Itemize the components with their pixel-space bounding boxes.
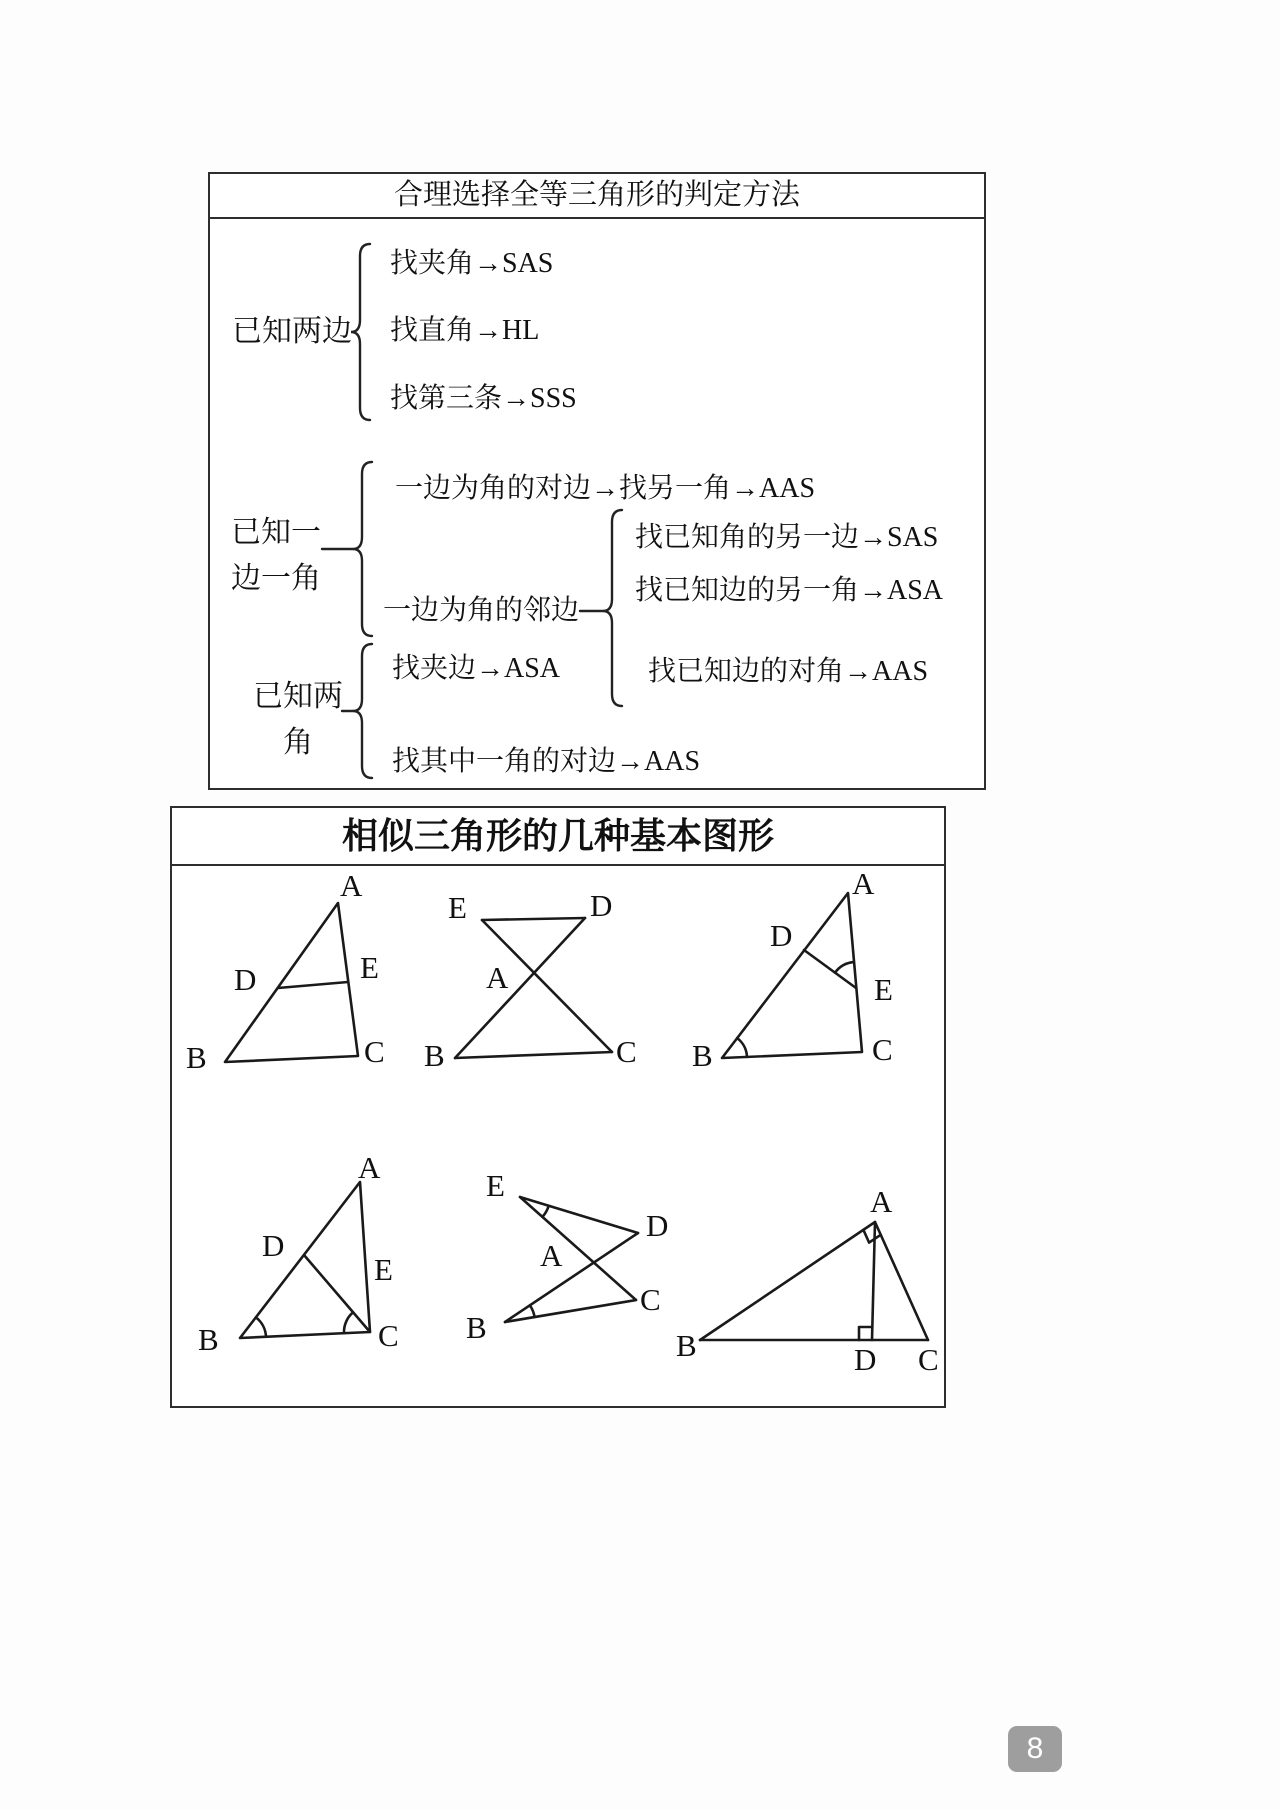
fig5-label-d: D [646, 1208, 669, 1243]
fig6-label-b: B [676, 1328, 697, 1363]
congruent-title: 合理选择全等三角形的判定方法 [210, 174, 984, 219]
rule-third-side-sss: 找第三条→SSS [390, 383, 577, 414]
brace-adjacent-sub [603, 510, 622, 706]
fig2-x-type [455, 918, 612, 1058]
fig1-label-d: D [234, 962, 257, 997]
fig1-segment-de [278, 982, 348, 988]
brace-known-two-sides [351, 244, 370, 420]
fig5-label-a: A [540, 1238, 563, 1273]
node-known-side-angle-line2: 边一角 [231, 562, 321, 595]
fig6-right-angle-mark-d [859, 1327, 872, 1340]
fig4-angle-arc-b [256, 1317, 266, 1336]
fig1-label-e: E [360, 950, 379, 985]
fig2-label-b: B [424, 1038, 445, 1073]
rule-other-side-sas: 找已知角的另一边→SAS [635, 522, 939, 553]
fig2-label-c: C [616, 1034, 637, 1069]
fig4-triangle [240, 1182, 370, 1338]
fig3-triangle [722, 893, 862, 1058]
rule-opposite-angle-aas: 找已知边的对角→AAS [648, 656, 929, 687]
fig5-angle-arc-e [542, 1206, 548, 1217]
fig6-right-angle-mark-a [863, 1230, 880, 1243]
rule-angle-opposite-side-aas: 找其中一角的对边→AAS [392, 746, 701, 777]
congruent-methods-box [208, 172, 986, 790]
fig4-cevian-dc [304, 1255, 370, 1332]
fig1-label-a: A [340, 868, 363, 903]
node-known-two-angles-line2: 角 [283, 726, 313, 759]
rule-included-side-asa: 找夹边→ASA [392, 653, 561, 684]
fig6-label-c: C [918, 1342, 939, 1377]
fig3-label-d: D [770, 918, 793, 953]
fig3-rotated-type [722, 893, 862, 1058]
page-number-badge: 8 [1008, 1726, 1062, 1772]
fig2-edge-ed [482, 918, 585, 920]
fig2-label-a: A [486, 960, 509, 995]
fig4-angle-arc-c [344, 1312, 353, 1333]
rule-included-angle-sas: 找夹角→SAS [390, 248, 554, 279]
fig5-label-e: E [486, 1168, 505, 1203]
fig2-diagonal-db [455, 918, 585, 1058]
brace-known-two-angles [353, 644, 372, 778]
fig3-label-c: C [872, 1032, 893, 1067]
node-known-two-sides: 已知两边 [232, 315, 352, 348]
fig5-angle-arc-b [530, 1305, 535, 1317]
fig3-label-a: A [852, 866, 875, 901]
fig3-label-b: B [692, 1038, 713, 1073]
fig4-label-b: B [198, 1322, 219, 1357]
fig5-label-b: B [466, 1310, 487, 1345]
fig4-label-d: D [262, 1228, 285, 1263]
fig5-diagonal-bd [505, 1233, 638, 1322]
fig5-label-c: C [640, 1282, 661, 1317]
fig4-label-c: C [378, 1318, 399, 1353]
fig5-edge-ed [520, 1197, 638, 1233]
fig2-label-e: E [448, 890, 467, 925]
rule-opposite-side-aas: 一边为角的对边→找另一角→AAS [395, 473, 816, 504]
fig2-edge-bc [455, 1052, 612, 1058]
fig3-segment-de [804, 950, 856, 988]
fig5-diagonal-ec [520, 1197, 636, 1300]
fig2-label-d: D [590, 888, 613, 923]
fig4-label-a: A [358, 1150, 381, 1185]
fig6-label-a: A [870, 1184, 893, 1219]
fig5-edge-bc [505, 1300, 636, 1322]
node-known-two-angles-line1: 已知两 [253, 680, 343, 713]
similar-figures-box [170, 806, 946, 1408]
fig1-label-c: C [364, 1034, 385, 1069]
rule-right-angle-hl: 找直角→HL [390, 315, 540, 346]
fig6-edge-ba [700, 1222, 875, 1340]
node-known-two-angles [250, 674, 346, 766]
fig3-angle-arc-e [835, 962, 854, 973]
fig4-shared-angle-type [240, 1182, 370, 1338]
fig1-label-b: B [186, 1040, 207, 1075]
fig4-label-e: E [374, 1252, 393, 1287]
fig6-label-d: D [854, 1342, 877, 1377]
node-known-side-angle [228, 510, 324, 602]
brace-known-side-angle [353, 462, 372, 636]
rule-other-angle-asa: 找已知边的另一角→ASA [635, 575, 944, 606]
fig6-altitude-type [700, 1222, 928, 1340]
fig3-angle-arc-b [737, 1038, 747, 1057]
node-known-side-angle-line1: 已知一 [231, 516, 321, 549]
fig5-butterfly-type [505, 1197, 638, 1322]
fig6-altitude-ad [872, 1222, 875, 1340]
similar-title: 相似三角形的几种基本图形 [172, 808, 944, 866]
fig3-label-e: E [874, 972, 893, 1007]
similar-figures-layer [172, 808, 944, 1406]
node-adjacent-side: 一边为角的邻边 [383, 595, 580, 626]
fig6-edge-ac [875, 1222, 928, 1340]
